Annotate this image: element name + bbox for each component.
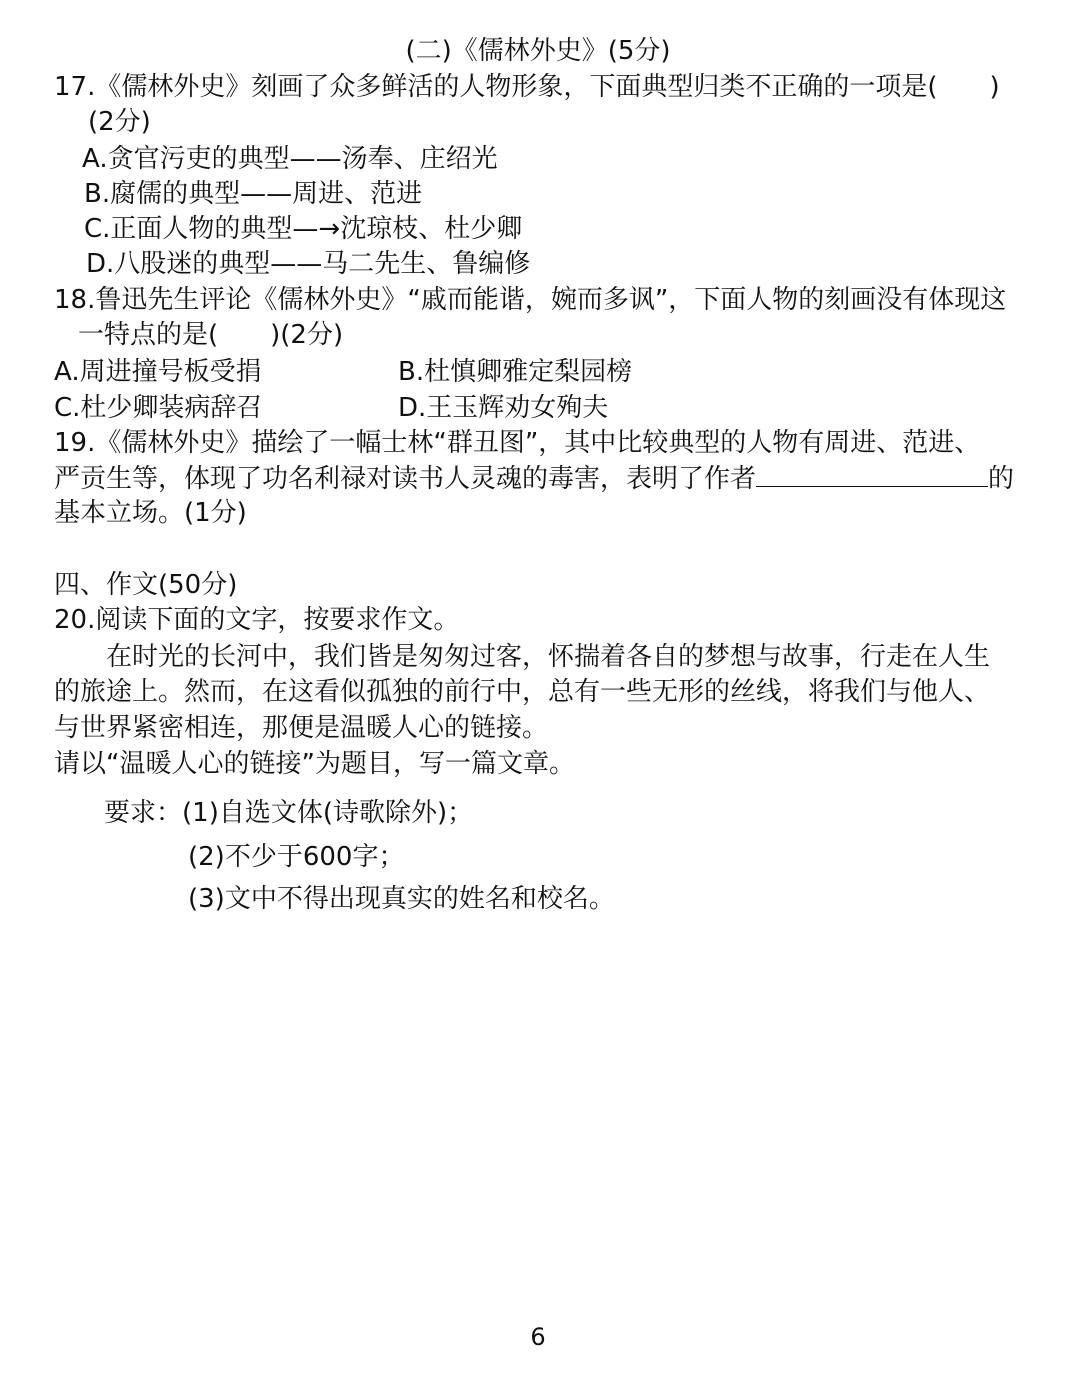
q20-paragraph-line2: 的旅途上。然而，在这看似孤独的前行中，总有一些无形的丝线，将我们与他人、 [54, 677, 991, 707]
q17-option-c: C.正面人物的典型—→沈琼枝、杜少卿 [84, 214, 523, 244]
section4-title: 四、作文(50分) [54, 570, 238, 600]
q18-option-c: C.杜少卿装病辞召 [54, 393, 263, 423]
q20-requirement-1 [104, 796, 473, 830]
q20-requirement-3: (3)文中不得出现真实的姓名和校名。 [188, 884, 615, 914]
q17-stem-line1: 17.《儒林外史》刻画了众多鲜活的人物形象，下面典型归类不正确的一项是( ) [54, 72, 1000, 102]
q17-option-d: D.八股迷的典型——马二先生、鲁编修 [86, 249, 531, 279]
requirement-text: (1)自选文体(诗歌除外)； [182, 798, 474, 828]
q20-paragraph-line1: 在时光的长河中，我们皆是匆匆过客，怀揣着各自的梦想与故事，行走在人生 [106, 642, 991, 672]
q18-stem-line2: 一特点的是( )(2分) [78, 320, 344, 350]
q19-line2-text: 严贡生等，体现了功名利禄对读书人灵魂的毒害，表明了作者 [54, 464, 757, 494]
section-title: (二)《儒林外史》(5分) [405, 36, 671, 66]
answer-blank[interactable] [756, 462, 988, 487]
q18-option-b: B.杜慎卿雅定梨园榜 [398, 357, 633, 387]
q19-line1: 19.《儒林外史》描绘了一幅士林“群丑图”，其中比较典型的人物有周进、范进、 [54, 428, 981, 458]
q18-stem-line1: 18.鲁迅先生评论《儒林外史》“戚而能谐，婉而多讽”，下面人物的刻画没有体现这 [54, 285, 1007, 315]
page-number: 6 [530, 1323, 546, 1351]
q17-option-a: A.贪官污吏的典型——汤奉、庄绍光 [82, 144, 498, 174]
q19-line3: 基本立场。(1分) [54, 498, 247, 528]
q20-stem: 20.阅读下面的文字，按要求作文。 [54, 605, 460, 635]
q18-option-d: D.王玉辉劝女殉夫 [398, 393, 609, 423]
requirements-label: 要求： [104, 798, 183, 828]
q20-paragraph-line3: 与世界紧密相连，那便是温暖人心的链接。 [54, 713, 549, 743]
q17-stem-line2: (2分) [88, 107, 151, 137]
q18-option-a: A.周进撞号板受捐 [54, 357, 262, 387]
q17-option-b: B.腐儒的典型——周进、范进 [84, 179, 423, 209]
q20-prompt: 请以“温暖人心的链接”为题目，写一篇文章。 [54, 749, 575, 779]
q19-line2 [54, 462, 1014, 496]
q19-line2-end: 的 [988, 464, 1015, 494]
q20-requirement-2: (2)不少于600字； [188, 842, 405, 872]
